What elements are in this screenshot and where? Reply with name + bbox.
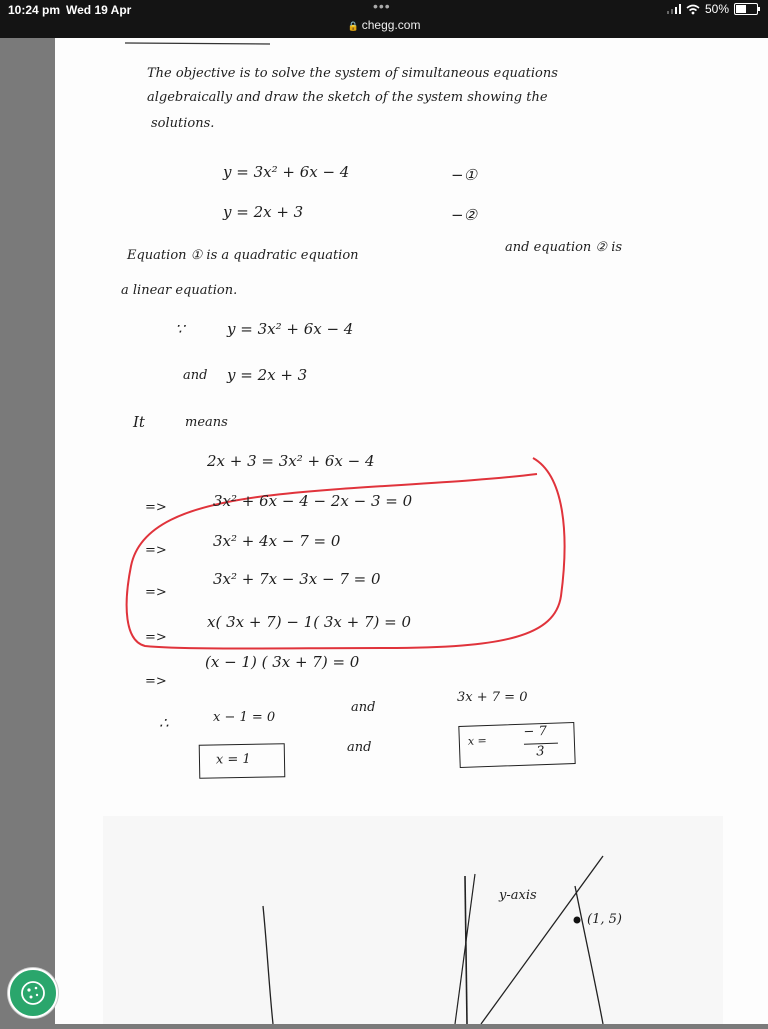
root-2-numerator: − 7 bbox=[523, 723, 548, 740]
step-0: 2x + 3 = 3x² + 6x − 4 bbox=[207, 452, 375, 470]
solution-page bbox=[55, 38, 768, 1024]
equation-2: y = 2x + 3 bbox=[223, 203, 304, 221]
intersection-point-label: (1, 5) bbox=[587, 912, 622, 927]
root-2-equation: 3x + 7 = 0 bbox=[457, 690, 528, 705]
root-1-equation: x − 1 = 0 bbox=[213, 710, 276, 725]
equation-2-tag: −② bbox=[451, 206, 478, 224]
battery-fill bbox=[736, 5, 746, 13]
equation-1: y = 3x² + 6x − 4 bbox=[223, 163, 350, 181]
root-2-lhs: x = bbox=[467, 734, 487, 748]
battery-percent: 50% bbox=[704, 2, 729, 16]
status-indicators bbox=[667, 2, 758, 16]
and-middle: and bbox=[351, 700, 376, 715]
root-2-denominator: 3 bbox=[535, 744, 545, 760]
and-equation: y = 2x + 3 bbox=[227, 366, 308, 384]
implies-5: => bbox=[145, 674, 167, 689]
implies-3: => bbox=[145, 585, 167, 600]
and-lower: and bbox=[347, 740, 372, 755]
signal-icon bbox=[667, 4, 681, 14]
cookie-icon bbox=[19, 979, 47, 1007]
root-1-box bbox=[199, 743, 286, 778]
since-symbol: ∵ bbox=[175, 320, 185, 338]
root-1: x = 1 bbox=[215, 751, 251, 768]
since-equation: y = 3x² + 6x − 4 bbox=[227, 320, 354, 338]
implies-1: => bbox=[145, 500, 167, 515]
implies-4: => bbox=[145, 630, 167, 645]
status-date: Wed 19 Apr bbox=[66, 3, 132, 17]
intro-line-2: algebraically and draw the sketch of the system showing the bbox=[147, 90, 548, 105]
step-5: (x − 1) ( 3x + 7) = 0 bbox=[205, 653, 360, 671]
step-4: x( 3x + 7) − 1( 3x + 7) = 0 bbox=[207, 613, 412, 631]
cookie-settings-button[interactable] bbox=[8, 968, 58, 1018]
graph-area bbox=[103, 816, 723, 1024]
url-text: chegg.com bbox=[361, 18, 421, 32]
battery-icon bbox=[734, 3, 758, 15]
intro-line-3: solutions. bbox=[151, 116, 215, 131]
top-rule bbox=[125, 40, 275, 46]
intro-line-1: The objective is to solve the system of simultaneous equations bbox=[147, 66, 558, 81]
tab-dots-icon[interactable]: ••• bbox=[373, 0, 391, 14]
description-line-2: a linear equation. bbox=[121, 283, 238, 298]
implies-2: => bbox=[145, 543, 167, 558]
it-label: It bbox=[133, 413, 145, 431]
equation-1-tag: −① bbox=[451, 166, 478, 184]
status-bar bbox=[0, 0, 768, 38]
graph-y-axis-label: y-axis bbox=[499, 888, 537, 903]
root-2-box bbox=[458, 722, 575, 768]
lock-icon: 🔒 bbox=[347, 21, 359, 31]
description-line-1a: Equation ① is a quadratic equation bbox=[127, 248, 359, 263]
address-bar[interactable] bbox=[0, 18, 768, 32]
graph-sketch bbox=[103, 816, 723, 1024]
and-label: and bbox=[183, 368, 208, 383]
step-1: 3x² + 6x − 4 − 2x − 3 = 0 bbox=[213, 492, 413, 510]
status-time: 10:24 pm bbox=[8, 3, 61, 17]
step-2: 3x² + 4x − 7 = 0 bbox=[213, 532, 341, 550]
wifi-icon bbox=[686, 4, 700, 15]
therefore-symbol: ∴ bbox=[159, 714, 169, 732]
description-line-1b: and equation ② is bbox=[505, 240, 623, 255]
step-3: 3x² + 7x − 3x − 7 = 0 bbox=[213, 570, 381, 588]
means-label: means bbox=[185, 415, 228, 430]
